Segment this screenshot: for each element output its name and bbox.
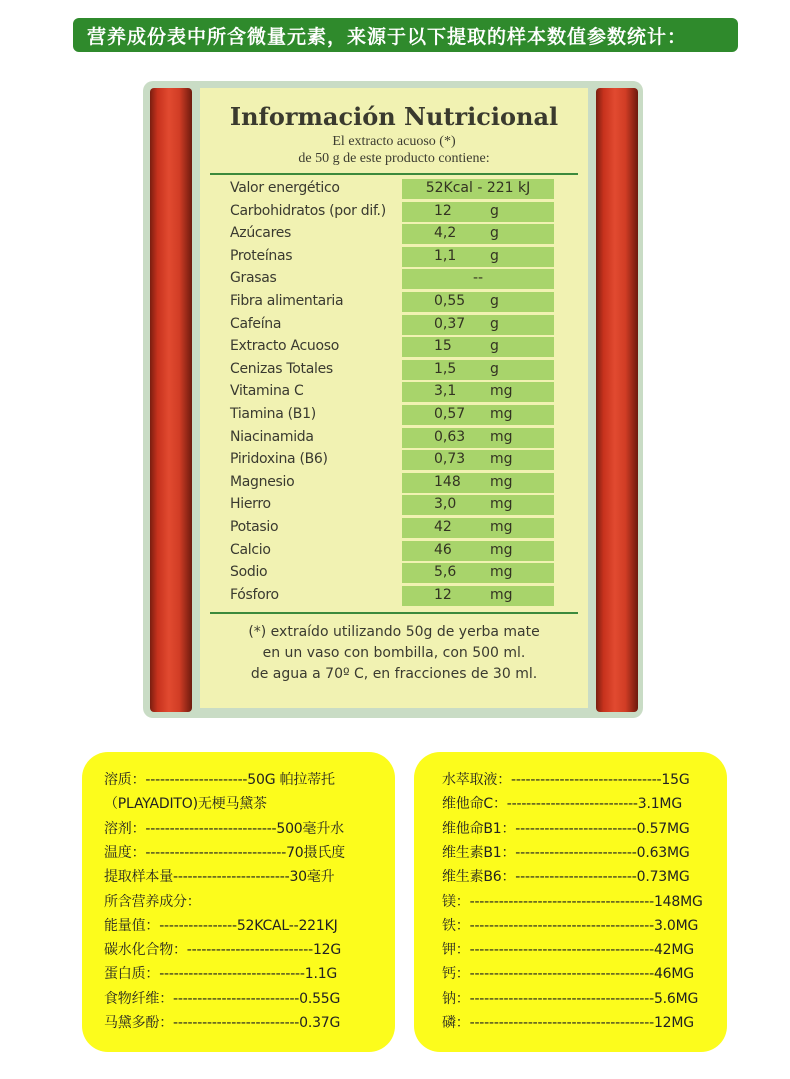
info-line: 镁：--------------------------------------148MG	[442, 893, 703, 910]
table-row	[230, 450, 560, 470]
nutrient-value-cell	[402, 202, 554, 222]
nutrient-value-cell	[402, 315, 554, 335]
right-red-bar	[596, 88, 638, 712]
nutrient-value-cell	[402, 495, 554, 515]
nutrient-value: 0,55	[434, 293, 466, 309]
nutrient-value: 12	[434, 586, 452, 603]
table-row	[230, 360, 560, 380]
table-row	[230, 405, 560, 425]
bottom-divider	[210, 612, 578, 614]
nutrient-unit: mg	[490, 586, 513, 603]
table-row	[230, 269, 560, 289]
nutrient-unit: g	[490, 338, 499, 355]
nutrient-value-cell	[402, 518, 554, 538]
nutrient-unit: g	[490, 315, 499, 332]
nutrient-unit: g	[490, 293, 499, 309]
table-row	[230, 337, 560, 357]
info-line: 温度：-----------------------------70摄氏度	[104, 844, 345, 861]
info-line: 钾：--------------------------------------42MG	[442, 942, 694, 959]
nutrient-unit: g	[490, 360, 499, 377]
table-row	[230, 224, 560, 244]
nutrient-value: 3,0	[434, 496, 457, 513]
table-row	[230, 541, 560, 561]
info-line: 所含营养成分：	[104, 893, 201, 910]
nutrient-value-cell	[402, 450, 554, 470]
nutrient-unit: g	[490, 247, 499, 264]
nutrient-unit: mg	[490, 473, 513, 490]
label-subtitle-2: de 50 g de este producto contiene:	[298, 151, 490, 166]
nutrient-unit: mg	[490, 383, 513, 400]
info-line: 钠：--------------------------------------5.6MG	[442, 990, 699, 1007]
nutrient-unit: mg	[490, 519, 513, 535]
nutrient-value: 1,5	[434, 360, 457, 377]
info-line: 蛋白质：------------------------------1.1G	[104, 966, 338, 983]
info-line: 维他命B1：-------------------------0.57MG	[442, 820, 690, 837]
top-divider	[210, 173, 578, 175]
info-line: 铁：--------------------------------------3.0MG	[442, 917, 699, 934]
header-banner	[73, 18, 738, 52]
table-row	[230, 473, 560, 493]
info-line: 维他命C：---------------------------3.1MG	[442, 796, 682, 813]
nutrition-panel	[200, 88, 588, 708]
table-row	[230, 495, 560, 515]
nutrient-value-cell	[402, 428, 554, 448]
footnote-line-3: de agua a 70º C, en fracciones de 30 ml.	[250, 666, 538, 682]
label-title: Información Nutricional	[229, 102, 559, 131]
nutrient-name: Potasio	[230, 519, 279, 535]
info-line: 维生素B6：-------------------------0.73MG	[442, 869, 690, 886]
info-line: 食物纤维：--------------------------0.55G	[104, 990, 341, 1007]
nutrient-value-cell	[402, 405, 554, 425]
nutrient-name: Carbohidratos (por dif.)	[230, 202, 386, 219]
table-row	[230, 563, 560, 583]
nutrient-unit: mg	[490, 406, 513, 422]
info-line: （PLAYADITO)无梗马黛茶	[104, 796, 267, 813]
table-row	[230, 428, 560, 448]
nutrient-name: Piridoxina (B6)	[230, 451, 328, 468]
left-red-bar	[150, 88, 192, 712]
info-line: 溶质：---------------------50G 帕拉蒂托	[104, 772, 335, 788]
nutrient-name: Sodio	[230, 564, 268, 581]
footnote-line-2: en un vaso con bombilla, con 500 ml.	[262, 645, 526, 661]
nutrient-value: 15	[434, 338, 452, 355]
nutrient-value: 4,2	[434, 225, 457, 242]
nutrient-value: 3,1	[434, 383, 457, 400]
footnote-line-1: (*) extraído utilizando 50g de yerba mate	[248, 624, 540, 640]
nutrient-value-cell	[402, 382, 554, 402]
nutrient-unit: mg	[490, 428, 513, 445]
nutrient-name: Niacinamida	[230, 428, 314, 445]
info-line: 碳水化合物：--------------------------12G	[104, 942, 342, 959]
nutrient-value-cell	[402, 292, 554, 312]
nutrient-name: Magnesio	[230, 473, 295, 490]
nutrient-value-cell	[402, 224, 554, 244]
nutrient-name: Proteínas	[230, 247, 293, 264]
info-line: 马黛多酚：--------------------------0.37G	[104, 1015, 341, 1031]
nutrient-value-cell	[402, 541, 554, 561]
nutrient-name: Vitamina C	[230, 383, 304, 400]
nutrient-value: 12	[434, 202, 452, 219]
nutrient-value: 46	[434, 541, 452, 558]
table-row	[230, 518, 560, 538]
label-subtitle-1: El extracto acuoso (*)	[332, 134, 456, 149]
info-line: 溶剂：---------------------------500毫升水	[104, 820, 344, 837]
nutrient-name: Fósforo	[230, 586, 279, 603]
nutrient-unit: g	[490, 202, 499, 219]
nutrient-name: Cenizas Totales	[230, 360, 333, 377]
nutrient-value: 0,73	[434, 451, 466, 468]
table-row	[230, 179, 560, 199]
nutrient-value-cell	[402, 360, 554, 380]
info-line: 磷：--------------------------------------12MG	[442, 1015, 694, 1031]
info-line: 维生素B1：-------------------------0.63MG	[442, 844, 690, 861]
nutrient-value-cell	[402, 269, 554, 289]
nutrient-value-cell	[402, 247, 554, 267]
table-row	[230, 315, 560, 335]
nutrient-value: 52Kcal - 221 kJ	[425, 180, 531, 196]
nutrient-value: 5,6	[434, 564, 457, 581]
nutrient-value-cell	[402, 337, 554, 357]
info-line: 钙：--------------------------------------46MG	[442, 966, 694, 983]
right-info-box	[414, 752, 727, 1052]
nutrient-unit: mg	[490, 496, 513, 513]
nutrient-value-cell	[402, 586, 554, 606]
nutrient-unit: mg	[490, 541, 513, 558]
nutrient-unit: mg	[490, 451, 513, 468]
nutrient-value: --	[472, 270, 484, 287]
nutrient-value: 148	[434, 473, 461, 490]
nutrient-name: Hierro	[230, 496, 271, 513]
table-row	[230, 586, 560, 606]
nutrient-unit: g	[490, 225, 499, 242]
info-line: 提取样本量------------------------30毫升	[104, 869, 335, 886]
info-line: 能量值：----------------52KCAL--221KJ	[104, 917, 338, 934]
nutrient-unit: mg	[490, 564, 513, 581]
nutrient-name: Cafeína	[230, 315, 282, 332]
info-line: 水萃取液：-------------------------------15G	[442, 772, 690, 788]
nutrient-name: Fibra alimentaria	[230, 293, 344, 309]
nutrient-value: 42	[434, 519, 452, 535]
table-row	[230, 247, 560, 267]
nutrient-name: Calcio	[230, 541, 271, 558]
banner-text: 营养成份表中所含微量元素，来源于以下提取的样本数值参数统计：	[87, 25, 688, 48]
nutrient-value: 0,63	[434, 428, 466, 445]
nutrient-value: 1,1	[434, 247, 457, 264]
nutrient-value-cell	[402, 179, 554, 199]
nutrient-name: Extracto Acuoso	[230, 338, 339, 355]
nutrient-value: 0,37	[434, 315, 466, 332]
left-info-box	[82, 752, 395, 1052]
nutrient-value-cell	[402, 473, 554, 493]
nutrient-value: 0,57	[434, 406, 466, 422]
table-row	[230, 382, 560, 402]
table-row	[230, 292, 560, 312]
nutrient-name: Tiamina (B1)	[230, 406, 316, 422]
table-row	[230, 202, 560, 222]
nutrient-value-cell	[402, 563, 554, 583]
nutrient-name: Grasas	[230, 270, 277, 287]
nutrient-name: Valor energético	[230, 180, 340, 196]
nutrient-name: Azúcares	[230, 225, 292, 242]
